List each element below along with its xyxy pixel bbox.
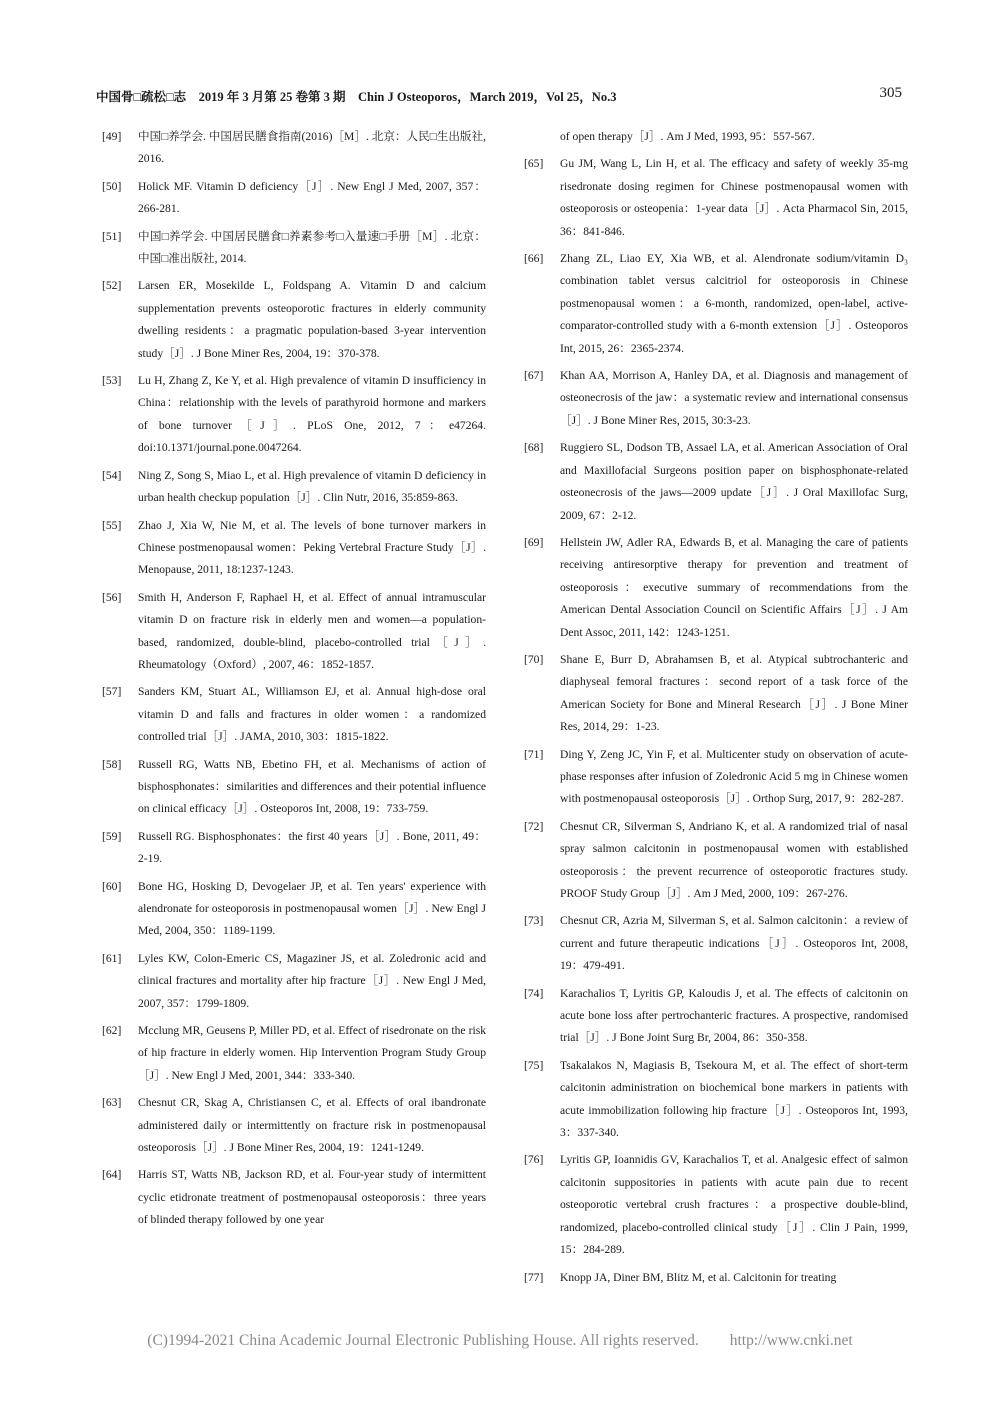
reference-text: Khan AA, Morrison A, Hanley DA, et al. Diagnosis and management of osteonecrosis of the jaw：a systematic review and international consensus［J］. J Bone Miner Res, 2015, 30:3-23.	[560, 369, 908, 427]
reference-item	[102, 754, 486, 821]
reference-number: [65]	[524, 157, 544, 171]
reference-number: [72]	[524, 819, 544, 833]
reference-item	[102, 876, 486, 943]
reference-number: [66]	[524, 252, 544, 266]
reference-text: Larsen ER, Mosekilde L, Foldspang A. Vitamin D and calcium supplementation prevents osteoporotic fractures in elderly community dwelling residents：a pragmatic population-based 3-year intervention study［J］. J Bone Miner Res, 2004, 19：370-378.	[138, 279, 486, 360]
reference-item	[524, 365, 908, 432]
reference-item	[524, 1055, 908, 1145]
reference-number: [59]	[102, 829, 122, 843]
reference-number: [77]	[524, 1270, 544, 1284]
reference-text: Mcclung MR, Geusens P, Miller PD, et al. Effect of risedronate on the risk of hip fracture in elderly women. Hip Intervention Program Study Group［J］. New Engl J Med, 2001, 344：333-340.	[138, 1024, 486, 1082]
reference-number: [63]	[102, 1096, 122, 1110]
reference-item	[102, 587, 486, 677]
reference-item	[524, 248, 908, 360]
reference-number: [67]	[524, 369, 544, 383]
reference-text: Lyles KW, Colon-Emeric CS, Magaziner JS, et al. Zoledronic acid and clinical fractures and mortality after hip fracture［J］. New Engl J Med, 2007, 357：1799-1809.	[138, 951, 486, 1010]
running-header	[96, 87, 902, 109]
reference-item	[102, 826, 486, 871]
reference-number: [52]	[102, 279, 122, 293]
reference-text: Russell RG, Watts NB, Ebetino FH, et al. Mechanisms of action of bisphosphonates：similarities and differences and their potential influence on clinical efficacy［J］. Osteoporos Int, 2008, 19：733-759.	[138, 757, 486, 816]
reference-item	[524, 437, 908, 527]
reference-text: 中国□养学会. 中国居民膳食指南(2016)［M］. 北京：人民□生出版社, 2016.	[138, 130, 486, 166]
reference-number: [70]	[524, 652, 544, 666]
reference-item	[524, 153, 908, 243]
reference-item	[102, 1020, 486, 1087]
reference-item	[102, 176, 486, 221]
left-reference-column	[102, 126, 486, 1237]
reference-item	[102, 681, 486, 748]
reference-text: Bone HG, Hosking D, Devogelaer JP, et al. Ten years' experience with alendronate for osteoporosis in postmenopausal women［J］. New Engl J Med, 2004, 350：1189-1199.	[138, 879, 486, 938]
reference-item	[102, 275, 486, 365]
reference-number: [53]	[102, 374, 122, 388]
reference-number: [68]	[524, 441, 544, 455]
reference-item	[524, 910, 908, 977]
reference-number: [60]	[102, 879, 122, 893]
reference-number: [49]	[102, 130, 122, 143]
reference-text: Ning Z, Song S, Miao L, et al. High prevalence of vitamin D deficiency in urban health checkup population［J］. Clin Nutr, 2016, 35:859-863.	[138, 468, 486, 505]
reference-number: [75]	[524, 1058, 544, 1072]
reference-number: [69]	[524, 535, 544, 549]
reference-number: [58]	[102, 757, 122, 771]
page-number: 305	[879, 85, 902, 101]
reference-text: Chesnut CR, Azria M, Silverman S, et al. Salmon calcitonin：a review of current and future therapeutic indications［J］. Osteoporos Int, 2008, 19：479-491.	[560, 914, 908, 973]
reference-text: Tsakalakos N, Magiasis B, Tsekoura M, et al. The effect of short-term calcitonin administration on biochemical bone markers in patients with acute immobilization following hip fracture［J］. Osteoporos Int, 1993, 3：337-340.	[560, 1058, 908, 1140]
reference-text: 中国□养学会. 中国居民膳食□养素参考□入量速□手册［M］. 北京：中国□准出版社, 2014.	[138, 229, 486, 266]
reference-item	[102, 370, 486, 460]
reference-text: Lu H, Zhang Z, Ke Y, et al. High prevalence of vitamin D insufficiency in China：relationship with the levels of parathyroid hormone and markers of bone turnover［J］. PLoS One, 2012, 7：e47264. doi:10.1371/journal.pone.0047264.	[138, 374, 486, 455]
reference-number: [55]	[102, 518, 122, 532]
reference-continuation: of open therapy［J］. Am J Med, 1993, 95：557-567.	[560, 130, 815, 143]
reference-text: Smith H, Anderson F, Raphael H, et al. Effect of annual intramuscular vitamin D on fracture risk in elderly men and women—a population-based, randomized, double-blind, placebo-controlled trial［J］. Rheumatology（Oxford）, 2007, 46：1852-1857.	[138, 590, 486, 671]
reference-number: [56]	[102, 590, 122, 604]
reference-number: [54]	[102, 468, 122, 482]
reference-item	[524, 816, 908, 906]
reference-item	[102, 1092, 486, 1159]
reference-number: [50]	[102, 179, 122, 193]
reference-number: [51]	[102, 229, 122, 243]
reference-item	[102, 465, 486, 510]
reference-item	[524, 1267, 908, 1289]
reference-item	[524, 744, 908, 811]
reference-text: Ding Y, Zeng JC, Yin F, et al. Multicenter study on observation of acute-phase responses after infusion of Zoledronic Acid 5 mg in Chinese women with postmenopausal osteoporosis［J］. Orthop Surg, 2017, 9：282-287.	[560, 747, 908, 806]
copyright-footer: (C)1994-2021 China Academic Journal Electronic Publishing House. All rights reserved. http://www.cnki.net	[147, 1332, 853, 1349]
reference-text: Chesnut CR, Silverman S, Andriano K, et al. A randomized trial of nasal spray salmon calcitonin in postmenopausal women with established osteoporosis：the prevent recurrence of osteoporotic fractures study. PROOF Study Group［J］. Am J Med, 2000, 109：267-276.	[560, 819, 908, 900]
reference-text: Lyritis GP, Ioannidis GV, Karachalios T, et al. Analgesic effect of salmon calcitonin suppositories in patients with acute pain due to recent osteoporotic vertebral crush fractures：a prospective double-blind, randomized, placebo-controlled clinical study［J］. Clin J Pain, 1999, 15：284-289.	[560, 1153, 908, 1257]
reference-text: Harris ST, Watts NB, Jackson RD, et al. Four-year study of intermittent cyclic etidronate treatment of postmenopausal osteoporosis：three years of blinded therapy followed by one year	[138, 1168, 486, 1227]
reference-item	[524, 532, 908, 644]
reference-item	[524, 649, 908, 739]
reference-text: Russell RG. Bisphosphonates：the first 40 years［J］. Bone, 2011, 49：2-19.	[138, 829, 486, 866]
reference-item	[524, 1149, 908, 1261]
reference-text: Karachalios T, Lyritis GP, Kaloudis J, et al. The effects of calcitonin on acute bone loss after pertrochanteric fractures. A prospective, randomised trial［J］. J Bone Joint Surg Br, 2004, 86：350-358.	[560, 986, 908, 1045]
reference-text: Shane E, Burr D, Abrahamsen B, et al. Atypical subtrochanteric and diaphyseal femoral fractures：second report of a task force of the American Society for Bone and Mineral Research［J］. J Bone Miner Res, 2014, 29：1-23.	[560, 652, 908, 734]
reference-text: Knopp JA, Diner BM, Blitz M, et al. Calcitonin for treating	[560, 1270, 837, 1284]
reference-text: Zhang ZL, Liao EY, Xia WB, et al. Alendronate sodium/vitamin D₃ combination tablet versus calcitriol for osteoporosis in Chinese postmenopausal women：a 6-month, randomized, open-label, active-comparator-controlled study with a 6-month extension［J］. Osteoporos Int, 2015, 26：2365-2374.	[560, 252, 908, 355]
journal-header-text: 中国骨□疏松□志 2019 年 3 月第 25 卷第 3 期 Chin J Osteoporos，March 2019，Vol 25，No.3	[96, 90, 617, 104]
reference-item	[102, 515, 486, 582]
reference-number: [71]	[524, 747, 544, 761]
reference-text: Gu JM, Wang L, Lin H, et al. The efficacy and safety of weekly 35-mg risedronate dosing regimen for Chinese postmenopausal women with osteoporosis or osteopenia：1-year data［J］. Acta Pharmacol Sin, 2015, 36：841-846.	[560, 157, 908, 238]
reference-number: [76]	[524, 1153, 544, 1167]
reference-number: [57]	[102, 685, 122, 699]
reference-text: Ruggiero SL, Dodson TB, Assael LA, et al. American Association of Oral and Maxillofacial Surgeons position paper on bisphosphonate-related osteonecrosis of the jaws—2009 update［J］. J Oral Maxillofac Surg, 2009, 67：2-12.	[560, 441, 908, 522]
reference-item	[102, 948, 486, 1015]
reference-number: [74]	[524, 986, 544, 1000]
reference-item	[102, 226, 486, 271]
reference-item	[102, 126, 486, 171]
reference-number: [73]	[524, 914, 544, 928]
reference-number: [61]	[102, 951, 122, 965]
reference-text: Chesnut CR, Skag A, Christiansen C, et al. Effects of oral ibandronate administered daily or intermittently on fracture risk in postmenopausal osteoporosis［J］. J Bone Miner Res, 2004, 19：1241-1249.	[138, 1096, 486, 1155]
reference-text: Sanders KM, Stuart AL, Williamson EJ, et al. Annual high-dose oral vitamin D and falls and fractures in older women：a randomized controlled trial［J］. JAMA, 2010, 303：1815-1822.	[138, 685, 486, 744]
reference-number: [64]	[102, 1168, 122, 1182]
right-reference-list	[524, 153, 908, 1289]
right-reference-column	[524, 126, 908, 1294]
reference-text: Holick MF. Vitamin D deficiency［J］. New Engl J Med, 2007, 357：266-281.	[138, 179, 486, 216]
reference-text: Zhao J, Xia W, Nie M, et al. The levels of bone turnover markers in Chinese postmenopausal women：Peking Vertebral Fracture Study［J］. Menopause, 2011, 18:1237-1243.	[138, 518, 486, 577]
reference-number: [62]	[102, 1024, 122, 1038]
reference-text: Hellstein JW, Adler RA, Edwards B, et al. Managing the care of patients receiving antiresorptive therapy for prevention and treatment of osteoporosis：executive summary of recommendations from the American Dental Association Council on Scientific Affairs［J］. J Am Dent Assoc, 2011, 142：1243-1251.	[560, 535, 908, 639]
reference-item	[102, 1164, 486, 1231]
reference-item	[524, 983, 908, 1050]
